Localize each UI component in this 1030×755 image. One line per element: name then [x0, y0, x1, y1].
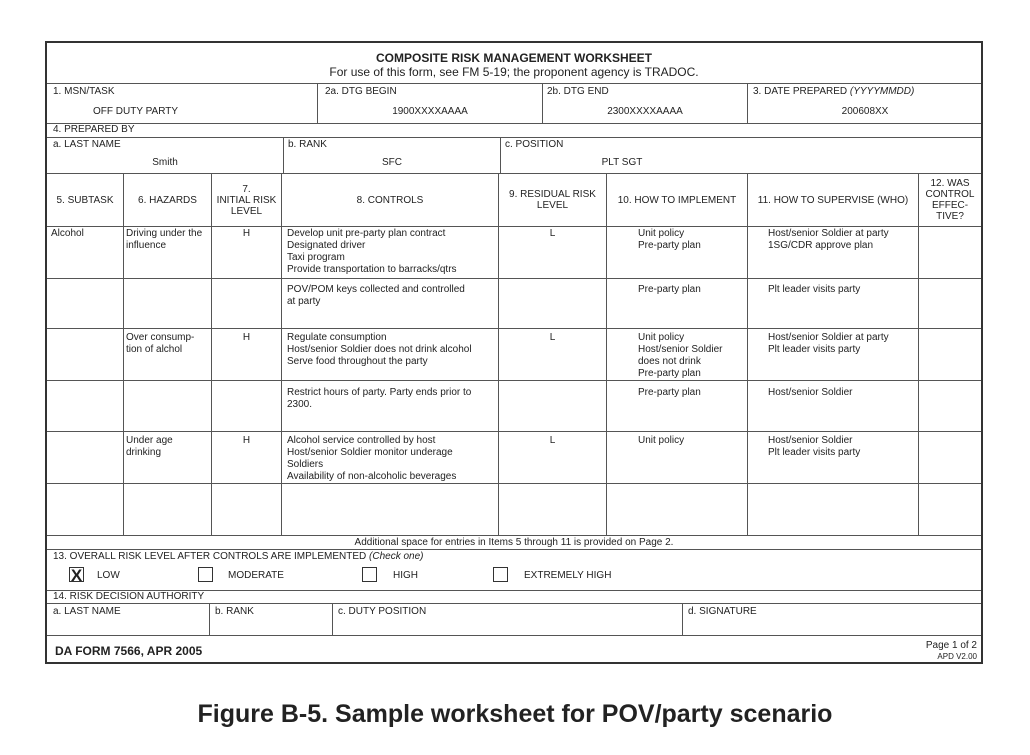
row-5-controls: Alcohol service controlled by host Host/senior Soldier monitor underage Soldiers Availability of non-alcoholic beverages [287, 435, 457, 482]
row-2-supervise: Plt leader visits party [768, 284, 861, 295]
row-1-hazard: Driving under the influence [126, 228, 203, 251]
header-how-implement: 10. HOW TO IMPLEMENT [617, 194, 737, 206]
risk-moderate-checkbox[interactable] [198, 567, 213, 582]
row-2-implement: Pre-party plan [638, 284, 701, 295]
row-1-implement: Unit policy Pre-party plan [638, 228, 701, 251]
additional-space-note: Additional space for entries in Items 5 through 11 is provided on Page 2. [354, 537, 674, 548]
header-initial-risk: 7. INITIAL RISK LEVEL [216, 183, 277, 217]
msn-task-value: OFF DUTY PARTY [93, 106, 179, 117]
dtg-begin-label: 2a. DTG BEGIN [325, 86, 397, 97]
row-4-implement: Pre-party plan [638, 387, 701, 398]
row-1-supervise: Host/senior Soldier at party 1SG/CDR approve plan [768, 228, 889, 251]
row-5-hazard: Under age drinking [126, 435, 173, 458]
risk-extremely-high-checkbox[interactable] [493, 567, 508, 582]
row-1-initial-risk: H [242, 228, 251, 239]
dtg-end-value: 2300XXXXAAAA [607, 106, 683, 117]
row-3-initial-risk: H [242, 332, 251, 343]
risk-high-checkbox[interactable] [362, 567, 377, 582]
msn-task-label: 1. MSN/TASK [53, 86, 115, 97]
decision-authority-label: 14. RISK DECISION AUTHORITY [53, 591, 205, 602]
row-2-controls: POV/POM keys collected and controlled at party [287, 284, 465, 307]
form-id: DA FORM 7566, APR 2005 [55, 644, 203, 658]
header-how-supervise: 11. HOW TO SUPERVISE (WHO) [757, 194, 909, 206]
last-name-label: a. LAST NAME [53, 139, 121, 150]
page-number: Page 1 of 2 [925, 640, 977, 651]
date-prepared-value: 200608XX [841, 106, 889, 117]
row-3-hazard: Over consump- tion of alchol [126, 332, 195, 355]
dtg-end-label: 2b. DTG END [547, 86, 609, 97]
rank-value: SFC [382, 157, 402, 168]
header-residual-risk: 9. RESIDUAL RISK LEVEL [509, 189, 596, 211]
header-hazards: 6. HAZARDS [138, 194, 197, 206]
row-1-controls: Develop unit pre-party plan contract Designated driver Taxi program Provide transportation to barracks/qtrs [287, 228, 457, 275]
rank-label: b. RANK [288, 139, 327, 150]
risk-worksheet-form [45, 41, 983, 664]
row-3-residual-risk: L [549, 332, 556, 343]
row-5-initial-risk: H [242, 435, 251, 446]
row-4-supervise: Host/senior Soldier [768, 387, 853, 398]
row-1-subtask: Alcohol [51, 228, 84, 239]
date-format-hint: (YYYYMMDD) [849, 86, 915, 97]
dtg-begin-value: 1900XXXXAAAA [392, 106, 468, 117]
form-title: COMPOSITE RISK MANAGEMENT WORKSHEET [375, 51, 652, 65]
figure-caption: Figure B-5. Sample worksheet for POV/party scenario [197, 700, 833, 728]
risk-low-label: LOW [97, 570, 120, 581]
form-version: APD V2.00 [937, 652, 977, 661]
position-label: c. POSITION [505, 139, 564, 150]
risk-low-checkbox[interactable]: X [70, 566, 83, 585]
form-subtitle: For use of this form, see FM 5-19; the proponent agency is TRADOC. [329, 65, 699, 79]
row-3-implement: Unit policy Host/senior Soldier does not drink Pre-party plan [638, 332, 723, 379]
header-was-effective: 12. WAS CONTROL EFFEC- TIVE? [925, 178, 975, 222]
header-controls: 8. CONTROLS [356, 194, 424, 206]
row-4-controls: Restrict hours of party. Party ends prior to 2300. [287, 387, 472, 410]
decision-rank-label: b. RANK [215, 606, 254, 617]
row-5-implement: Unit policy [638, 435, 685, 446]
decision-last-name-label: a. LAST NAME [53, 606, 121, 617]
risk-moderate-label: MODERATE [228, 570, 284, 581]
row-1-residual-risk: L [549, 228, 556, 239]
risk-high-label: HIGH [393, 570, 418, 581]
decision-duty-position-label: c. DUTY POSITION [338, 606, 427, 617]
row-3-supervise: Host/senior Soldier at party Plt leader visits party [768, 332, 889, 355]
last-name-value: Smith [152, 157, 178, 168]
row-5-residual-risk: L [549, 435, 556, 446]
row-5-supervise: Host/senior Soldier Plt leader visits party [768, 435, 861, 458]
decision-signature-label: d. SIGNATURE [688, 606, 757, 617]
row-3-controls: Regulate consumption Host/senior Soldier does not drink alcohol Serve food throughout the party [287, 332, 472, 367]
position-value: PLT SGT [601, 157, 643, 168]
risk-extremely-high-label: EXTREMELY HIGH [524, 570, 612, 581]
check-one-hint: (Check one) [369, 551, 424, 562]
date-prepared-label: 3. DATE PREPARED (YYYYMMDD) [753, 86, 915, 97]
header-subtask: 5. SUBTASK [56, 194, 114, 206]
overall-risk-label: 13. OVERALL RISK LEVEL AFTER CONTROLS ARE IMPLEMENTED (Check one) [53, 551, 424, 562]
prepared-by-label: 4. PREPARED BY [53, 124, 135, 135]
